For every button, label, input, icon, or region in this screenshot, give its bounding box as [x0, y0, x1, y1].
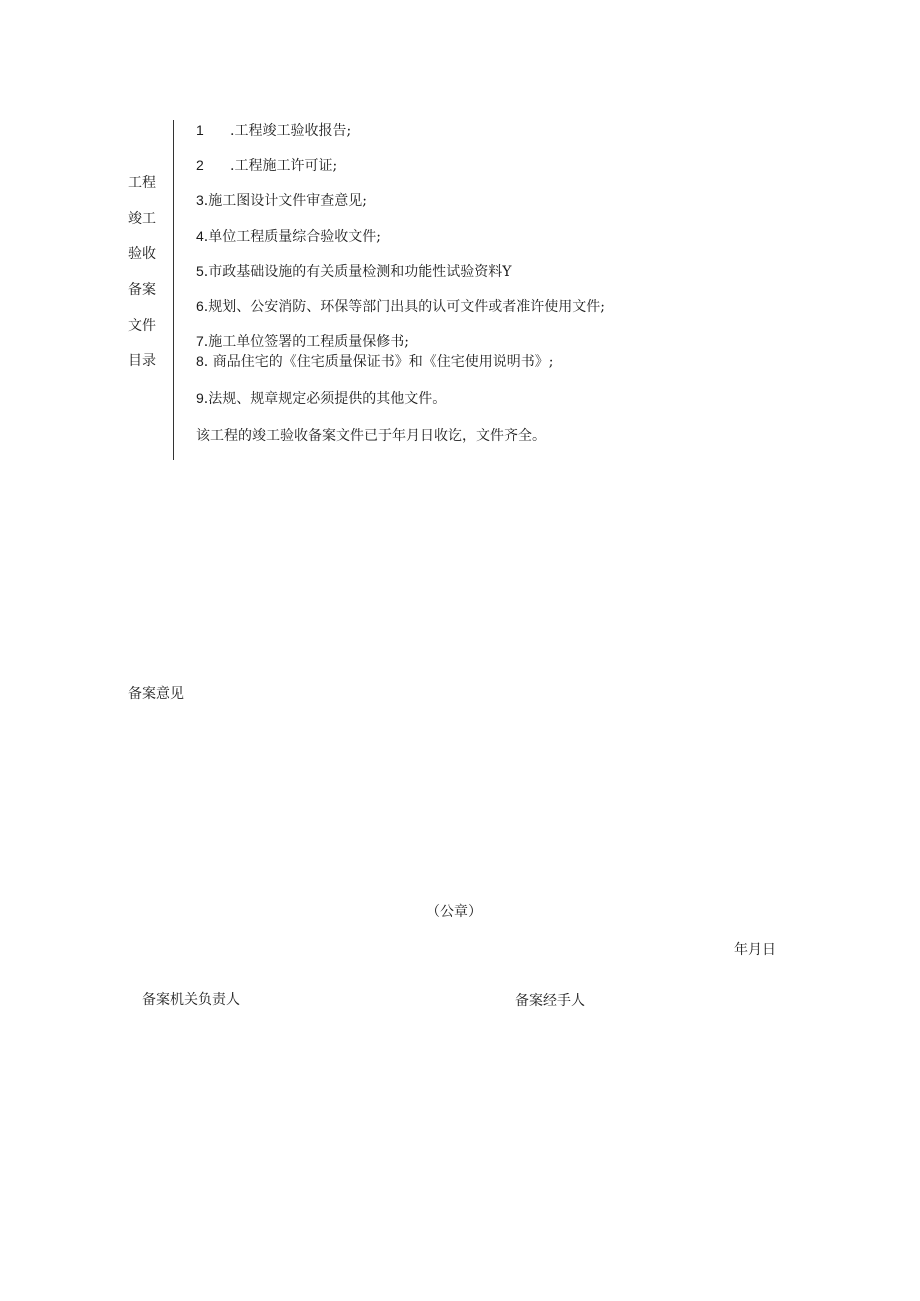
item-text: .施工单位签署的工程质量保修书; — [203, 334, 409, 350]
item-number: 9 — [196, 390, 204, 406]
item-number: 5 — [196, 263, 204, 279]
list-item — [196, 193, 367, 208]
list-item — [196, 334, 409, 349]
item-number: 4 — [196, 228, 204, 244]
list-item — [196, 123, 351, 138]
directory-label-line: 备案 — [128, 282, 156, 298]
authority-head-label: 备案机关负责人 — [142, 992, 240, 1008]
item-text: .工程施工许可证; — [230, 158, 338, 174]
item-number: 2 — [196, 157, 204, 173]
directory-label-line: 文件 — [128, 318, 156, 334]
list-item — [196, 229, 381, 244]
directory-label-line: 目录 — [128, 353, 156, 369]
list-item — [196, 299, 605, 314]
directory-label-line: 工程 — [128, 175, 156, 191]
item-text: .施工图设计文件审查意见; — [203, 193, 367, 209]
list-item — [196, 391, 446, 406]
handler-label: 备案经手人 — [515, 993, 585, 1009]
item-text: . 商品住宅的《住宅质量保证书》和《住宅使用说明书》; — [203, 354, 554, 370]
directory-label-line: 竣工 — [128, 211, 156, 227]
item-number: 7 — [196, 333, 204, 349]
item-number: 6 — [196, 298, 204, 314]
opinion-date: 年月日 — [734, 942, 776, 958]
item-number: 8 — [196, 353, 204, 369]
official-seal-text: （公章） — [426, 904, 482, 920]
item-text: .规划、公安消防、环保等部门出具的认可文件或者准许使用文件; — [203, 299, 605, 315]
opinion-label: 备案意见 — [128, 686, 184, 702]
item-text: .单位工程质量综合验收文件; — [203, 229, 381, 245]
list-item — [196, 264, 512, 279]
item-text: .工程竣工验收报告; — [230, 123, 352, 139]
item-number: 3 — [196, 192, 204, 208]
directory-label-line: 验收 — [128, 246, 156, 262]
directory-conclusion: 该工程的竣工验收备案文件已于年月日收讫，文件齐全。 — [196, 428, 546, 444]
item-text: .法规、规章规定必须提供的其他文件。 — [203, 391, 447, 407]
list-item — [196, 354, 553, 369]
list-item — [196, 158, 337, 173]
item-text: .市政基础设施的有关质量检测和功能性试验资料Y — [203, 264, 512, 280]
column-divider — [173, 120, 174, 460]
item-number: 1 — [196, 122, 204, 138]
